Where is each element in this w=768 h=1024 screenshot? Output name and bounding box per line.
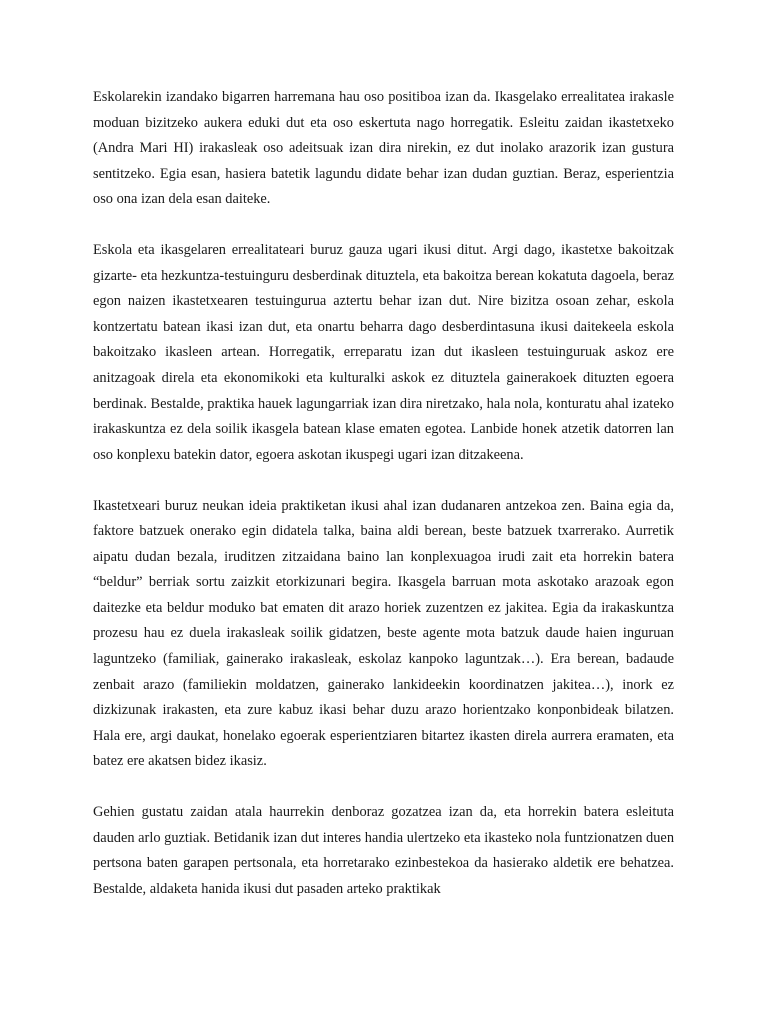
paragraph-3: Ikastetxeari buruz neukan ideia praktiketan ikusi ahal izan dudanaren antzekoa zen. Baina egia da, faktore batzuek onerako egin didatela talka, baina aldi berean, beste batzuek txarrerako. Aurretik aipatu dudan bezala, iruditzen zitzaidana baino lan konplexuagoa irudi zait eta horrekin batera “beldur” berriak sortu zaizkit etorkizunari begira. Ikasgela barruan mota askotako arazoak egon daitezke eta beldur moduko bat ematen dit arazo horiek zuzentzen ez jakitea. Egia da irakaskuntza prozesu hau ez duela irakasleak soilik gidatzen, beste agente mota batzuk daude haien inguruan laguntzeko (familiak, gainerako irakasleak, eskolaz kanpoko laguntzak…). Era berean, badaude zenbait arazo (familiekin moldatzen, gainerako lankideekin koordinatzen jakitea…), inork ez dizkizunak irakasten, eta zure kabuz ikasi behar duzu arazo horientzako konponbideak bilatzen. Hala ere, argi daukat, honelako egoerak esperientziaren bitartez ikasten direla aurrera eramaten, eta batez ere akatsen bidez ikasiz. bbox=[93, 497, 674, 770]
document-body bbox=[93, 85, 674, 928]
paragraph-1: Eskolarekin izandako bigarren harremana hau oso positiboa izan da. Ikasgelako errealitatea irakasle moduan bizitzeko aukera eduki dut eta oso eskertuta nago horregatik. Esleitu zaidan ikastetxeko (Andra Mari HI) irakasleak oso adeitsuak izan dira nirekin, ez dut inolako arazorik izan gustura sentitzeko. Egia esan, hasiera batetik lagundu didate behar izan dudan guztian. Beraz, esperientzia oso ona izan dela esan daiteke. bbox=[93, 89, 674, 208]
paragraph-4: Gehien gustatu zaidan atala haurrekin denboraz gozatzea izan da, eta horrekin batera esleituta dauden arlo guztiak. Betidanik izan dut interes handia ulertzeko eta ikasteko nola funtzionatzen duen pertsona baten garapen pertsonala, eta horretarako ezinbestekoa da hasierako aldetik ere behatzea. Bestalde, aldaketa hanida ikusi dut pasaden arteko praktikak bbox=[93, 804, 675, 897]
paragraph-2: Eskola eta ikasgelaren errealitateari buruz gauza ugari ikusi ditut. Argi dago, ikastetxe bakoitzak gizarte- eta hezkuntza-testuinguru desberdinak dituztela, eta bakoitza berean kokatuta dagoela, beraz egon naizen ikastetxearen testuingurua aztertu behar izan dut. Nire bizitza osoan zehar, eskola kontzertatu batean ikasi izan dut, eta onartu beharra dago desberdintasuna ikusi daitekeela eskola bakoitzako ikasleen artean. Horregatik, erreparatu izan dut ikasleen testuinguruak askoz ere anitzagoak direla eta ekonomikoki eta kulturalki askok ez dituztela gainerakoek dituzten egoera berdinak. Bestalde, praktika hauek lagungarriak izan dira niretzako, hala nola, konturatu ahal izateko irakaskuntza ez dela soilik ikasgela batean klase ematen egotea. Lanbide honek atzetik datorren lan oso konplexu batekin dator, egoera askotan ikuspegi ugari izan ditzakeena. bbox=[93, 242, 674, 463]
